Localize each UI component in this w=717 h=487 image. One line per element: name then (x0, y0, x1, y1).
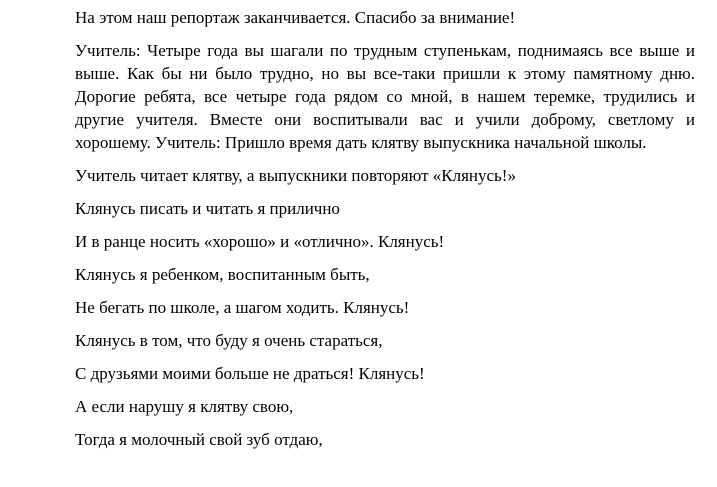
paragraph-oath-line-4: Не бегать по школе, а шагом ходить. Клянусь! (75, 298, 410, 317)
paragraph-oath-line-8: Тогда я молочный свой зуб отдаю, (75, 430, 323, 449)
paragraph-oath-line-1: Клянусь писать и читать я прилично (75, 199, 340, 218)
paragraph-teacher-speech: Учитель: Четыре года вы шагали по трудным ступенькам, поднимаясь все выше и выше. Как бы ни было трудно, но вы все-таки пришли к этому памятному дню. Дорогие ребята, все четыре года рядом со мной, в нашем теремке, трудились и другие учителя. Вместе они воспитывали вас и учили доброму, светлому и хорошему. Учитель: Пришло время дать клятву выпускника начальной школы. (75, 41, 695, 152)
paragraph-oath-line-6: С друзьями моими больше не драться! Клянусь! (75, 364, 425, 383)
paragraph-oath-line-2: И в ранце носить «хорошо» и «отлично». Клянусь! (75, 232, 445, 251)
paragraph-oath-intro: Учитель читает клятву, а выпускники повторяют «Клянусь!» (75, 166, 516, 185)
paragraph-oath-line-3: Клянусь я ребенком, воспитанным быть, (75, 265, 370, 284)
paragraph-oath-line-5: Клянусь в том, что буду я очень стараться, (75, 331, 383, 350)
paragraph-closing-report: На этом наш репортаж заканчивается. Спасибо за внимание! (75, 8, 516, 27)
paragraph-oath-line-7: А если нарушу я клятву свою, (75, 397, 294, 416)
